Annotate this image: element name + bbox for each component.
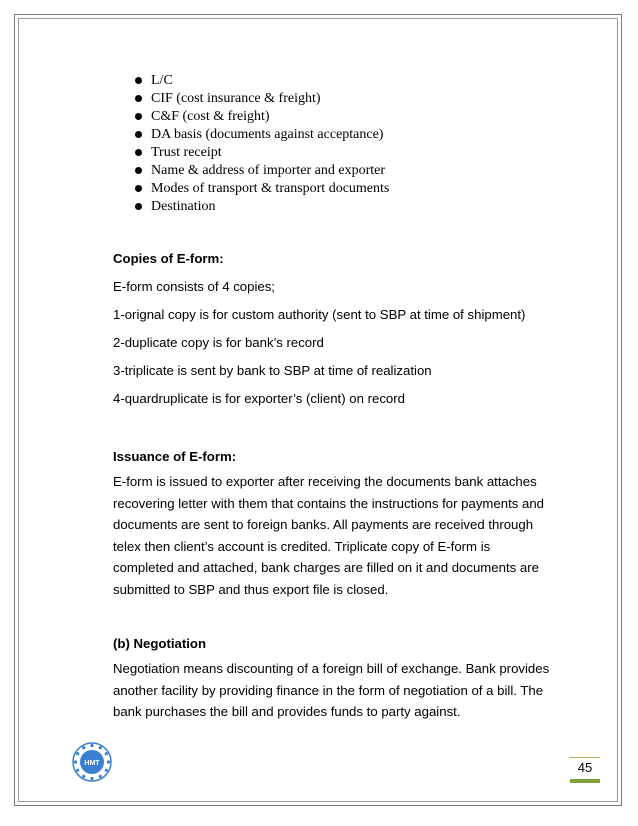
page-number: 45 <box>570 757 600 785</box>
bullet-icon <box>135 131 142 138</box>
list-item: Destination <box>135 198 571 216</box>
bullet-icon <box>135 167 142 174</box>
copies-line: 3-triplicate is sent by bank to SBP at time of realization <box>113 363 432 378</box>
bullet-icon <box>135 149 142 156</box>
negotiation-heading: (b) Negotiation <box>113 636 207 651</box>
copies-line: 1-orignal copy is for custom authority (sent to SBP at time of shipment) <box>113 307 526 322</box>
negotiation-paragraph: Negotiation means discounting of a foreign bill of exchange. Bank provides another facility by providing finance in the form of negotiation of a bill. The bank purchases the bill and provides funds to party against. <box>113 661 550 719</box>
issuance-heading: Issuance of E-form: <box>113 449 237 464</box>
bullet-list <box>135 72 571 216</box>
bullet-icon <box>135 77 142 84</box>
bullet-icon <box>135 185 142 192</box>
copies-line: 2-duplicate copy is for bank’s record <box>113 335 324 350</box>
copies-heading: Copies of E-form: <box>113 251 224 266</box>
document-body <box>113 72 571 723</box>
list-item: DA basis (documents against acceptance) <box>135 126 571 144</box>
bullet-icon <box>135 95 142 102</box>
list-item: C&F (cost & freight) <box>135 108 571 126</box>
list-item: Name & address of importer and exporter <box>135 162 571 180</box>
issuance-paragraph: E-form is issued to exporter after receiving the documents bank attaches recovering letter with them that contains the instructions for payments and documents are sent to foreign banks. All payments are received through telex then client’s account is credited. Triplicate copy of E-form is completed and attached, bank charges are filled on it and documents are submitted to SBP and thus export file is closed. <box>113 474 545 597</box>
institution-logo-icon <box>72 742 112 782</box>
copies-line: E-form consists of 4 copies; <box>113 279 275 294</box>
svg-text:HMT: HMT <box>84 760 100 767</box>
list-item: CIF (cost insurance & freight) <box>135 90 571 108</box>
bullet-icon <box>135 113 142 120</box>
bullet-icon <box>135 203 142 210</box>
list-item: Trust receipt <box>135 144 571 162</box>
copies-line: 4-quardruplicate is for exporter’s (client) on record <box>113 391 405 406</box>
list-item: L/C <box>135 72 571 90</box>
list-item: Modes of transport & transport documents <box>135 180 571 198</box>
